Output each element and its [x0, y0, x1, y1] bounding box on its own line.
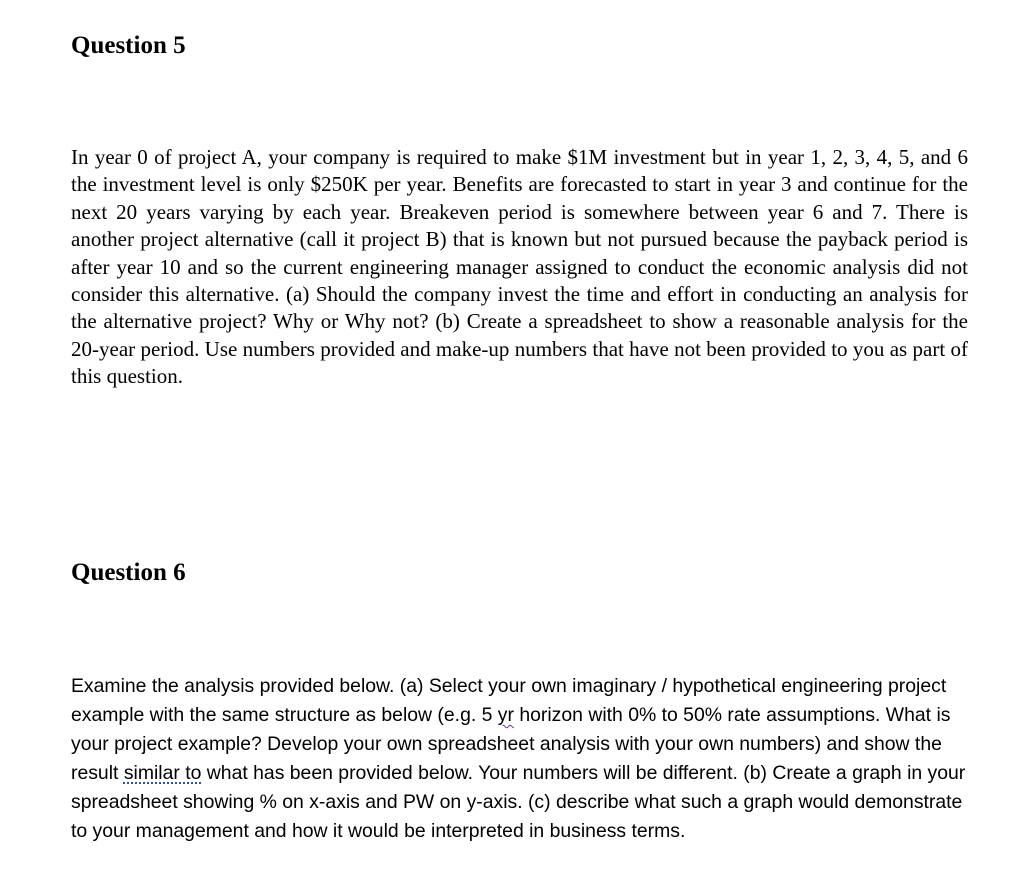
- question-6-text-part-2: horizon with 0% to 50% rate assumptions. What is your project example? Develop your own spreadsheet analysis with your own numbers) and show the result: [71, 704, 951, 784]
- question-6-heading: Question 6: [71, 559, 186, 586]
- question-6-text-part-1: Examine the analysis provided below. (a) Select your own imaginary / hypothetical engineering project example with the same structure as below (e.g. 5: [71, 675, 947, 726]
- grammar-flag-similar-to[interactable]: similar to: [123, 762, 202, 784]
- question-5-text: In year 0 of project A, your company is required to make $1M investment but in year 1, 2, 3, 4, 5, and 6 the investment level is only $250K per year. Benefits are forecasted to start in year 3 and continue for the next 20 years varying by each year. Breakeven period is somewhere between year 6 and 7. There is another project alternative (call it project B) that is known but not pursued because the payback period is after year 10 and so the current engineering manager assigned to conduct the economic analysis did not consider this alternative. (a) Should the company invest the time and effort in conducting an analysis for the alternative project? Why or Why not? (b) Create a spreadsheet to show a reasonable analysis for the 20-year period. Use numbers provided and make-up numbers that have not been provided to you as part of this question.: [71, 145, 968, 389]
- question-5-heading: Question 5: [71, 32, 186, 59]
- question-6-text: [71, 672, 971, 846]
- spelling-flag-yr[interactable]: yr: [497, 704, 514, 726]
- question-6-text-part-3: what has been provided below. Your numbers will be different. (b) Create a graph in your spreadsheet showing % on x-axis and PW on y-axis. (c) describe what such a graph would demonstrate to your management and how it would be interpreted in business terms.: [71, 762, 966, 842]
